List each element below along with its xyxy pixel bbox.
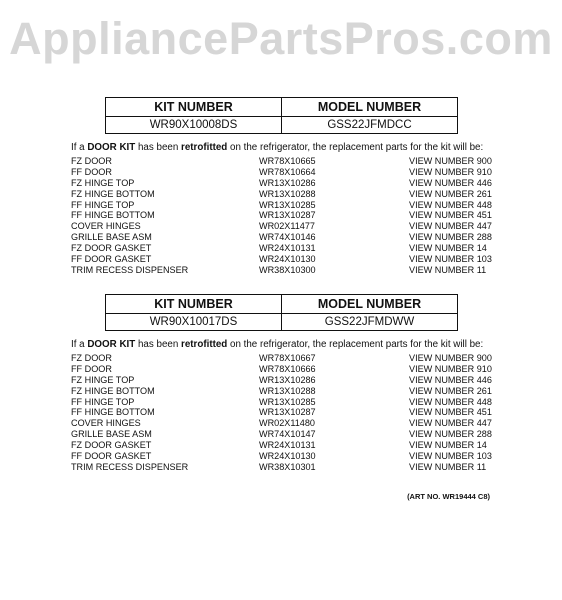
intro-text-2: [71, 339, 483, 350]
part-number: WR24X10130: [259, 451, 316, 462]
list-item: [71, 440, 511, 451]
intro-middle: has been: [135, 339, 182, 350]
list-item: [71, 364, 511, 375]
part-name: FZ DOOR GASKET: [71, 243, 152, 254]
view-number: VIEW NUMBER 11: [409, 264, 487, 275]
view-number: VIEW NUMBER 14: [409, 440, 487, 451]
view-number: VIEW NUMBER 14: [409, 243, 487, 254]
list-item: [71, 167, 511, 178]
list-item: [71, 243, 511, 254]
part-name: FZ HINGE TOP: [71, 177, 135, 188]
part-number: WR13X10285: [259, 396, 316, 407]
view-number: VIEW NUMBER 261: [409, 385, 492, 396]
part-name: FZ DOOR: [71, 156, 112, 166]
model-number-value: GSS22JFMDCC: [282, 117, 458, 134]
kit-table-2: [105, 294, 458, 331]
list-item: [71, 210, 511, 221]
part-name: FF HINGE TOP: [71, 199, 135, 210]
part-number: WR24X10130: [259, 254, 316, 265]
part-number: WR13X10287: [259, 210, 316, 221]
part-name: FF HINGE BOTTOM: [71, 407, 155, 418]
view-number: VIEW NUMBER 900: [409, 353, 492, 363]
view-number: VIEW NUMBER 447: [409, 418, 492, 429]
part-name: FZ DOOR: [71, 353, 112, 363]
intro-text-1: [71, 142, 483, 153]
part-number: WR38X10300: [259, 264, 316, 275]
part-name: FZ DOOR GASKET: [71, 440, 152, 451]
part-number: WR78X10664: [259, 166, 316, 177]
list-item: [71, 353, 511, 364]
list-item: [71, 451, 511, 462]
parts-list-1: [71, 156, 511, 276]
model-number-value: GSS22JFMDWW: [282, 314, 458, 331]
part-number: WR02X11477: [259, 221, 315, 232]
part-number: WR13X10285: [259, 199, 316, 210]
view-number: VIEW NUMBER 451: [409, 210, 492, 221]
list-item: [71, 462, 511, 473]
part-number: WR13X10288: [259, 385, 316, 396]
list-item: [71, 429, 511, 440]
list-item: [71, 397, 511, 408]
parts-list-2: [71, 353, 511, 473]
part-name: FZ HINGE BOTTOM: [71, 385, 155, 396]
list-item: [71, 156, 511, 167]
intro-middle: has been: [135, 142, 182, 153]
view-number: VIEW NUMBER 910: [409, 166, 492, 177]
intro-before: If a: [71, 142, 88, 153]
intro-after: on the refrigerator, the replacement parts for the kit will be:: [227, 142, 484, 153]
door-kit-label: DOOR KIT: [87, 142, 136, 153]
view-number: VIEW NUMBER 261: [409, 188, 492, 199]
kit-number-header: KIT NUMBER: [106, 295, 282, 314]
part-name: TRIM RECESS DISPENSER: [71, 264, 189, 275]
view-number: VIEW NUMBER 448: [409, 396, 492, 407]
list-item: [71, 254, 511, 265]
part-name: COVER HINGES: [71, 418, 141, 429]
part-name: FF DOOR GASKET: [71, 451, 152, 462]
part-name: FF DOOR GASKET: [71, 254, 152, 265]
view-number: VIEW NUMBER 103: [409, 254, 492, 265]
part-number: WR02X11480: [259, 418, 315, 429]
part-name: FF DOOR: [71, 363, 112, 374]
watermark: AppliancePartsPros.com: [9, 13, 553, 64]
list-item: [71, 221, 511, 232]
list-item: [71, 386, 511, 397]
part-number: WR24X10131: [259, 440, 316, 451]
view-number: VIEW NUMBER 910: [409, 363, 492, 374]
part-number: WR13X10288: [259, 188, 316, 199]
kit-number-value: WR90X10008DS: [106, 117, 282, 134]
part-number: WR78X10665: [259, 156, 316, 166]
part-name: GRILLE BASE ASM: [71, 429, 152, 440]
list-item: [71, 232, 511, 243]
list-item: [71, 375, 511, 386]
view-number: VIEW NUMBER 288: [409, 429, 492, 440]
view-number: VIEW NUMBER 288: [409, 232, 492, 243]
view-number: VIEW NUMBER 447: [409, 221, 492, 232]
part-number: WR74X10147: [259, 429, 316, 440]
part-number: WR13X10286: [259, 374, 316, 385]
view-number: VIEW NUMBER 103: [409, 451, 492, 462]
part-number: WR78X10666: [259, 363, 316, 374]
view-number: VIEW NUMBER 11: [409, 461, 487, 472]
retrofitted-label: retrofitted: [181, 339, 228, 350]
model-number-header: MODEL NUMBER: [282, 295, 458, 314]
part-number: WR74X10146: [259, 232, 316, 243]
part-number: WR13X10286: [259, 177, 316, 188]
kit-table-1: [105, 97, 458, 134]
list-item: [71, 265, 511, 276]
part-name: FZ HINGE BOTTOM: [71, 188, 155, 199]
list-item: [71, 200, 511, 211]
part-number: WR78X10667: [259, 353, 316, 363]
intro-after: on the refrigerator, the replacement parts for the kit will be:: [227, 339, 484, 350]
kit-number-header: KIT NUMBER: [106, 98, 282, 117]
kit-number-value: WR90X10017DS: [106, 314, 282, 331]
intro-before: If a: [71, 339, 88, 350]
view-number: VIEW NUMBER 451: [409, 407, 492, 418]
view-number: VIEW NUMBER 446: [409, 177, 492, 188]
list-item: [71, 178, 511, 189]
part-name: COVER HINGES: [71, 221, 141, 232]
art-number: (ART NO. WR19444 C8): [407, 492, 490, 501]
part-name: GRILLE BASE ASM: [71, 232, 152, 243]
part-name: FF DOOR: [71, 166, 112, 177]
part-number: WR13X10287: [259, 407, 316, 418]
view-number: VIEW NUMBER 448: [409, 199, 492, 210]
part-name: FZ HINGE TOP: [71, 374, 135, 385]
part-name: FF HINGE TOP: [71, 396, 135, 407]
view-number: VIEW NUMBER 446: [409, 374, 492, 385]
part-name: FF HINGE BOTTOM: [71, 210, 155, 221]
view-number: VIEW NUMBER 900: [409, 156, 492, 166]
door-kit-label: DOOR KIT: [87, 339, 136, 350]
model-number-header: MODEL NUMBER: [282, 98, 458, 117]
list-item: [71, 407, 511, 418]
list-item: [71, 418, 511, 429]
list-item: [71, 189, 511, 200]
part-number: WR38X10301: [259, 461, 316, 472]
retrofitted-label: retrofitted: [181, 142, 228, 153]
part-name: TRIM RECESS DISPENSER: [71, 461, 189, 472]
part-number: WR24X10131: [259, 243, 316, 254]
